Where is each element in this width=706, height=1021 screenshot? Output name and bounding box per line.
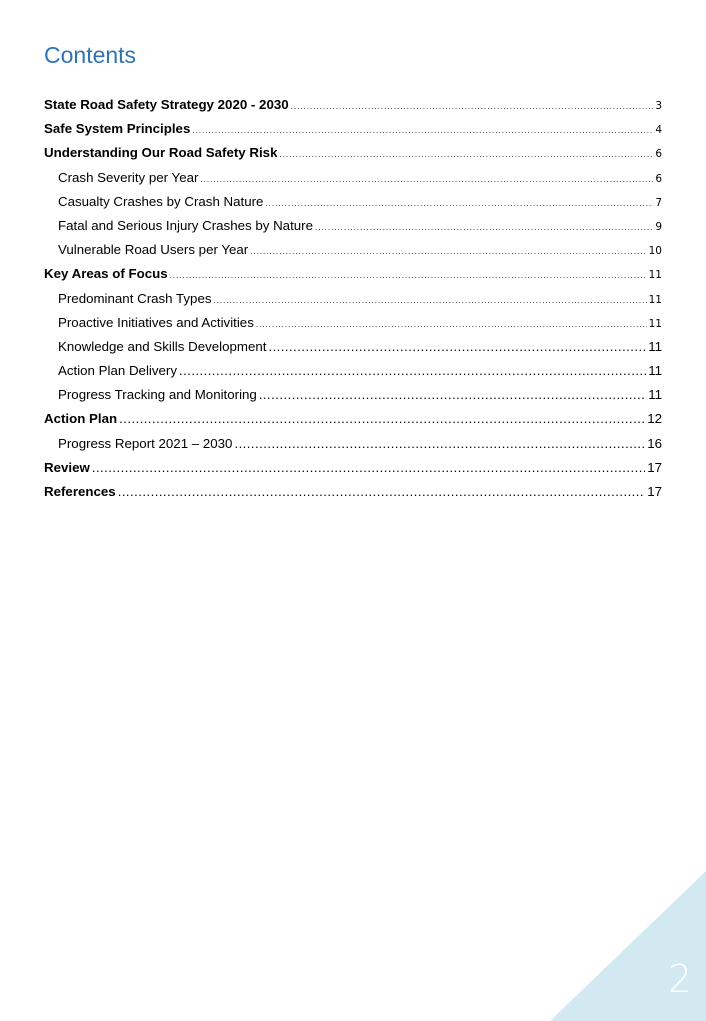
dot-leader [214, 296, 647, 305]
dot-leader [179, 363, 646, 378]
toc-entry-label: State Road Safety Strategy 2020 - 2030 [44, 97, 289, 112]
dot-leader [291, 102, 654, 111]
toc-entry-label: Predominant Crash Types [58, 290, 212, 306]
toc-entry-page: 6 [655, 172, 662, 185]
dot-leader [119, 411, 645, 426]
toc-entry-label: Progress Report 2021 – 2030 [58, 435, 233, 451]
toc-entry-page: 12 [647, 411, 662, 427]
toc-entry[interactable] [44, 436, 662, 460]
toc-entry[interactable] [44, 170, 662, 194]
dot-leader [250, 247, 646, 256]
dot-leader [259, 387, 646, 402]
toc-entry-page: 9 [655, 220, 662, 233]
toc-entry-label: Knowledge and Skills Development [58, 338, 267, 354]
toc-entry-label: Safe System Principles [44, 121, 191, 137]
dot-leader [200, 175, 653, 184]
toc-entry-label: Fatal and Serious Injury Crashes by Nature [58, 217, 313, 233]
toc-entry-label: Action Plan [44, 411, 118, 427]
toc-entry-label: Vulnerable Road Users per Year [58, 242, 249, 258]
toc-entry-page: 11 [648, 387, 662, 403]
toc-entry-label: References [44, 484, 116, 499]
toc-entry[interactable] [44, 363, 662, 387]
toc-entry-page: 10 [648, 245, 662, 258]
dot-leader [234, 436, 645, 451]
toc-entry[interactable] [44, 218, 662, 242]
toc-entry-label: Understanding Our Road Safety Risk [44, 145, 278, 161]
toc-entry[interactable] [44, 145, 662, 169]
toc-entry[interactable] [44, 266, 662, 290]
toc-entry[interactable] [44, 339, 662, 363]
toc-entry-page: 11 [648, 269, 662, 282]
dot-leader [256, 320, 647, 329]
dot-leader [92, 460, 645, 475]
toc-entry[interactable] [44, 460, 662, 484]
dot-leader [268, 339, 646, 354]
toc-entry[interactable] [44, 121, 662, 145]
toc-entry[interactable] [44, 387, 662, 411]
toc-entry-page: 11 [648, 317, 662, 330]
toc-entry[interactable] [44, 315, 662, 339]
toc-entry-page: 11 [648, 363, 662, 379]
toc-entry[interactable] [44, 242, 662, 266]
page-number: 2 [667, 957, 692, 1001]
table-of-contents [44, 97, 662, 508]
toc-entry-page: 4 [655, 124, 662, 137]
toc-entry[interactable] [44, 97, 662, 121]
toc-entry-label: Crash Severity per Year [58, 169, 199, 185]
dot-leader [265, 199, 653, 208]
dot-leader [315, 223, 653, 232]
dot-leader [279, 150, 653, 159]
toc-entry-label: Casualty Crashes by Crash Nature [58, 193, 264, 209]
page-title: Contents [44, 42, 137, 68]
toc-entry[interactable] [44, 291, 662, 315]
toc-entry-page: 17 [647, 459, 662, 475]
toc-entry[interactable] [44, 484, 662, 508]
dot-leader [192, 126, 653, 135]
toc-entry-label: Key Areas of Focus [44, 266, 168, 282]
toc-entry-page: 3 [655, 100, 662, 112]
toc-entry-page: 6 [655, 148, 662, 161]
toc-entry-label: Action Plan Delivery [58, 363, 177, 379]
toc-entry-label: Review [44, 459, 90, 475]
toc-entry-label: Proactive Initiatives and Activities [58, 314, 254, 330]
toc-entry[interactable] [44, 194, 662, 218]
toc-entry-page: 11 [648, 293, 662, 306]
toc-entry[interactable] [44, 411, 662, 435]
toc-entry-page: 7 [655, 196, 662, 209]
dot-leader [118, 484, 646, 499]
toc-entry-label: Progress Tracking and Monitoring [58, 387, 257, 403]
toc-entry-page: 16 [647, 435, 662, 451]
toc-entry-page: 11 [648, 338, 662, 354]
dot-leader [170, 271, 647, 280]
toc-entry-page: 17 [647, 484, 662, 499]
